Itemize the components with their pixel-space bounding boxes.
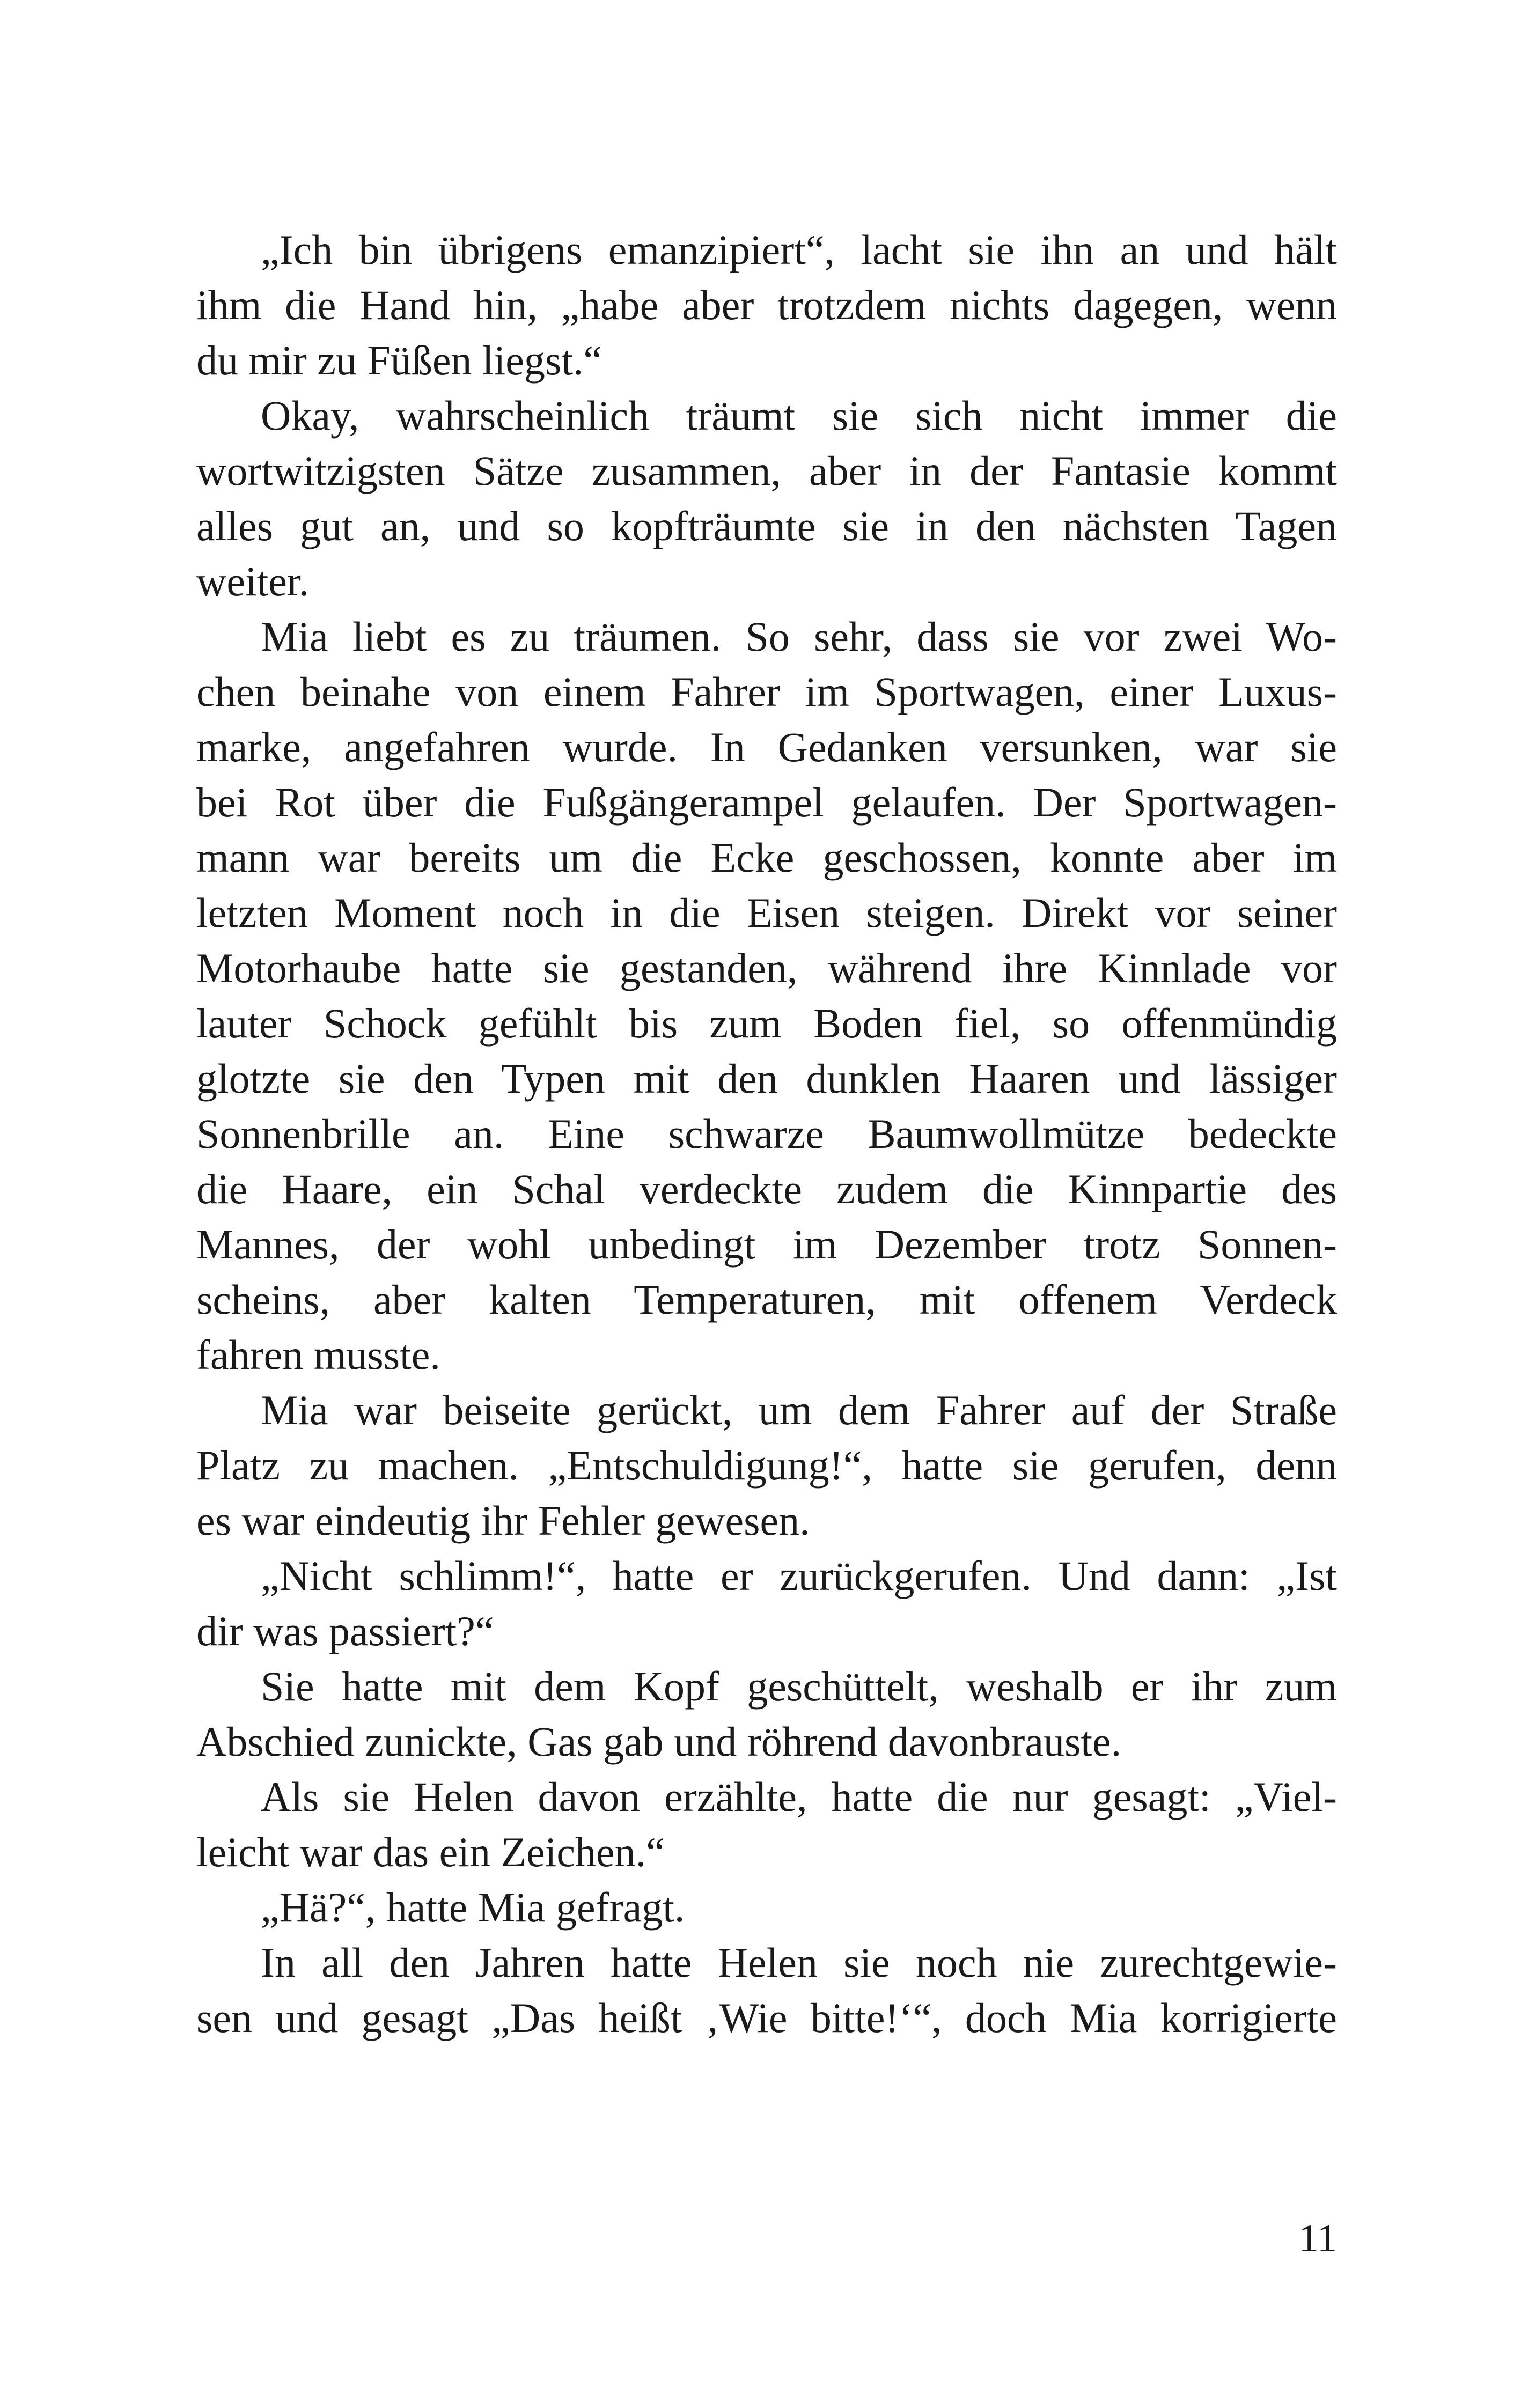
line-text: ihm die Hand hin, „habe aber trotzdem nichts dagegen, wenn — [196, 282, 1337, 328]
line-text: Okay, wahrscheinlich träumt sie sich nicht immer die — [261, 392, 1337, 439]
text-line — [196, 1217, 1337, 1272]
page-number: 11 — [1298, 2216, 1337, 2260]
line-text: marke, angefahren wurde. In Gedanken versunken, war sie — [196, 724, 1337, 770]
line-text: lauter Schock gefühlt bis zum Boden fiel, so offenmündig — [196, 1000, 1337, 1047]
text-line — [196, 222, 1337, 277]
text-line — [196, 996, 1337, 1051]
text-line — [196, 719, 1337, 775]
text-line — [196, 609, 1337, 664]
text-line — [196, 1880, 1337, 1935]
text-line — [196, 940, 1337, 996]
text-line — [196, 1990, 1337, 2045]
line-text: alles gut an, und so kopfträumte sie in den nächsten Tagen — [196, 503, 1337, 549]
line-text: letzten Moment noch in die Eisen steigen. Direkt vor seiner — [196, 889, 1337, 936]
line-text: bei Rot über die Fußgängerampel gelaufen. Der Sportwagen- — [196, 779, 1337, 826]
line-text: „Hä?“, hatte Mia gefragt. — [261, 1884, 685, 1931]
line-text: dir was passiert?“ — [196, 1608, 494, 1654]
text-line — [196, 1272, 1337, 1327]
line-text: sen und gesagt „Das heißt ‚Wie bitte!‘“, doch Mia korrigierte — [196, 1994, 1337, 2041]
text-line — [196, 1769, 1337, 1824]
line-text: Mia liebt es zu träumen. So sehr, dass sie vor zwei Wo- — [261, 613, 1337, 660]
text-line — [196, 1603, 1337, 1659]
line-text: Als sie Helen davon erzählte, hatte die nur gesagt: „Viel- — [261, 1773, 1337, 1820]
text-line — [196, 830, 1337, 885]
line-text: Abschied zunickte, Gas gab und röhrend davonbrauste. — [196, 1718, 1122, 1765]
line-text: Mia war beiseite gerückt, um dem Fahrer auf der Straße — [261, 1387, 1337, 1433]
line-text: glotzte sie den Typen mit den dunklen Haaren und lässiger — [196, 1055, 1337, 1102]
text-line — [196, 664, 1337, 719]
body-text — [196, 222, 1337, 2045]
text-line — [196, 1106, 1337, 1161]
text-line — [196, 1824, 1337, 1880]
text-line — [196, 1714, 1337, 1769]
line-text: chen beinahe von einem Fahrer im Sportwagen, einer Luxus- — [196, 668, 1337, 715]
line-text: scheins, aber kalten Temperaturen, mit offenem Verdeck — [196, 1276, 1337, 1323]
line-text: Sonnenbrille an. Eine schwarze Baumwollmütze bedeckte — [196, 1110, 1337, 1157]
text-line — [196, 554, 1337, 609]
text-line — [196, 1051, 1337, 1106]
text-line — [196, 1438, 1337, 1493]
line-text: leicht war das ein Zeichen.“ — [196, 1829, 665, 1875]
line-text: du mir zu Füßen liegst.“ — [196, 337, 602, 384]
line-text: Sie hatte mit dem Kopf geschüttelt, weshalb er ihr zum — [261, 1663, 1337, 1710]
line-text: Motorhaube hatte sie gestanden, während ihre Kinnlade vor — [196, 945, 1337, 991]
text-line — [196, 1935, 1337, 1990]
text-line — [196, 1327, 1337, 1382]
line-text: „Ich bin übrigens emanzipiert“, lacht sie ihn an und hält — [261, 226, 1337, 273]
text-line — [196, 388, 1337, 443]
text-line — [196, 885, 1337, 940]
text-line — [196, 1659, 1337, 1714]
text-line — [196, 1548, 1337, 1603]
line-text: In all den Jahren hatte Helen sie noch nie zurechtgewie- — [261, 1939, 1337, 1986]
line-text: fahren musste. — [196, 1331, 440, 1378]
line-text: Platz zu machen. „Entschuldigung!“, hatte sie gerufen, denn — [196, 1442, 1337, 1489]
line-text: „Nicht schlimm!“, hatte er zurückgerufen. Und dann: „Ist — [261, 1552, 1337, 1599]
text-line — [196, 333, 1337, 388]
text-line — [196, 1161, 1337, 1217]
text-line — [196, 1382, 1337, 1438]
text-line — [196, 1493, 1337, 1548]
text-line — [196, 277, 1337, 333]
line-text: Mannes, der wohl unbedingt im Dezember trotz Sonnen- — [196, 1221, 1337, 1268]
line-text: wortwitzigsten Sätze zusammen, aber in der Fantasie kommt — [196, 447, 1337, 494]
text-line — [196, 498, 1337, 554]
text-line — [196, 443, 1337, 498]
line-text: die Haare, ein Schal verdeckte zudem die Kinnpartie des — [196, 1166, 1337, 1212]
line-text: mann war bereits um die Ecke geschossen, konnte aber im — [196, 834, 1337, 881]
line-text: weiter. — [196, 558, 310, 605]
text-line — [196, 775, 1337, 830]
line-text: es war eindeutig ihr Fehler gewesen. — [196, 1497, 810, 1544]
